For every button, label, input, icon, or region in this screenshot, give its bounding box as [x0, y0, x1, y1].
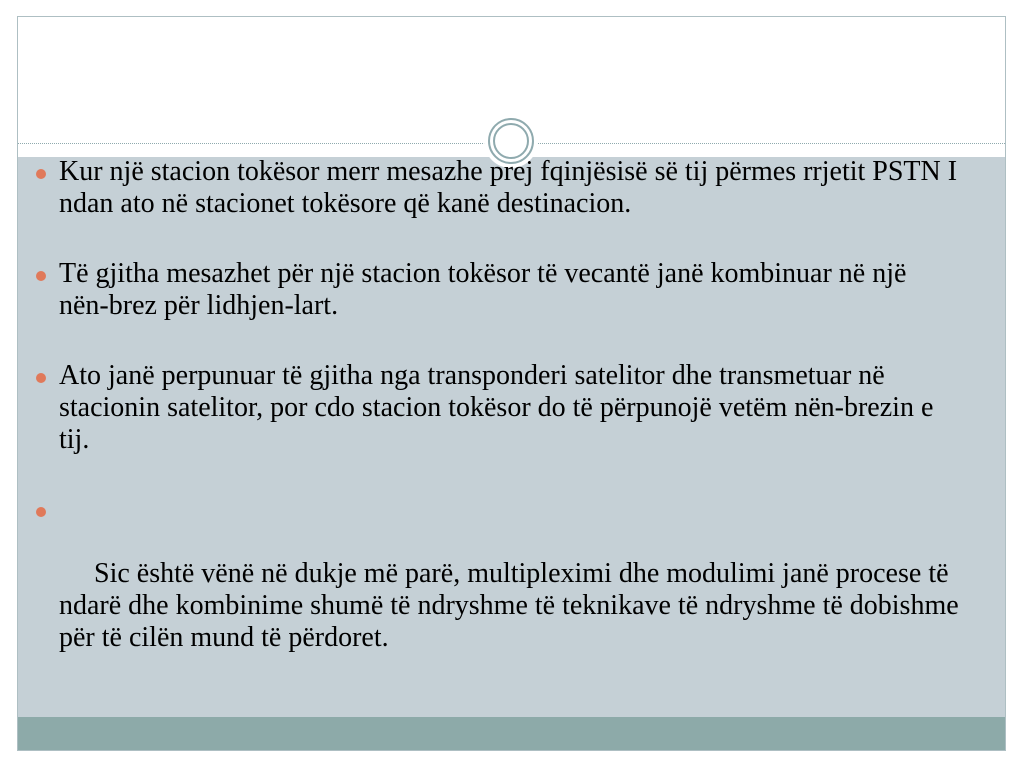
bullet-text: Sic është vënë në dukje më parë, multipleximi dhe modulimi janë procese të ndarë dhe kombinime shumë të ndryshme të teknikave të ndryshme të dobishme për të cilën mund të përdoret.	[59, 558, 966, 653]
bullet-list	[32, 156, 966, 724]
bullet-text: Ato janë perpunuar të gjitha nga transponderi satelitor dhe transmetuar në stacionin satelitor, por cdo stacion tokësor do të përpunojë vetëm nën-brezin e tij.	[59, 360, 934, 455]
bullet-dot-icon	[36, 507, 46, 517]
bullet-text: Kur një stacion tokësor merr mesazhe prej fqinjësisë së tij përmes rrjetit PSTN I ndan ato në stacionet tokësore që kanë destinacion.	[59, 156, 958, 219]
bullet-item	[32, 494, 966, 686]
bullet-text: Të gjitha mesazhet për një stacion tokësor të vecantë janë kombinuar në një nën-brez për lidhjen-lart.	[59, 258, 907, 321]
bullet-item	[32, 360, 962, 456]
bullet-dot-icon	[36, 271, 46, 281]
bullet-item	[32, 156, 962, 220]
bullet-dot-icon	[36, 169, 46, 179]
bullet-dot-icon	[36, 373, 46, 383]
bullet-item	[32, 258, 962, 322]
